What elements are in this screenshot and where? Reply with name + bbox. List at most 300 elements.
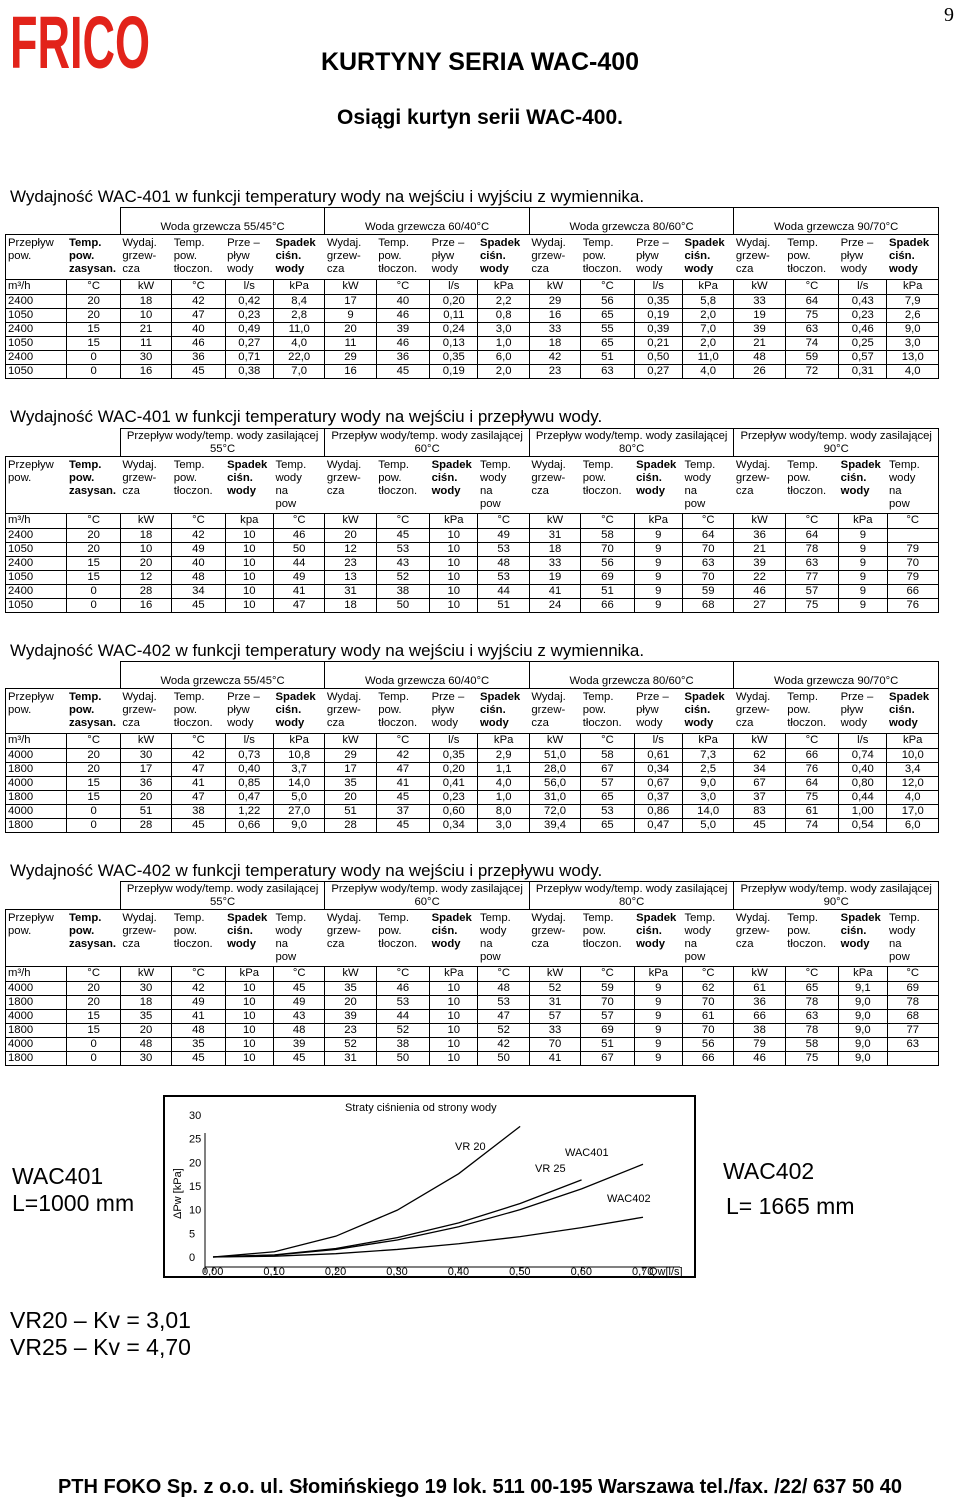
header-text: ciśn. <box>636 472 662 484</box>
table-cell: 30 <box>120 749 171 763</box>
group-header: Przepływ wody/temp. wody zasilającej 55°C <box>120 882 325 910</box>
header-cell <box>430 910 478 967</box>
table-cell: 45 <box>172 365 225 379</box>
unit-cell: l/s <box>225 280 273 295</box>
table-cell: 42 <box>478 1038 529 1052</box>
table-cell: 78 <box>785 996 838 1010</box>
header-cell <box>682 235 733 280</box>
header-cell <box>734 457 785 514</box>
table-cell: 20 <box>67 982 120 996</box>
table-row <box>6 309 939 323</box>
table-cell: 38 <box>172 805 225 819</box>
header-text: wody <box>840 485 870 497</box>
table-cell: 52 <box>529 982 580 996</box>
unit-cell: °C <box>67 734 120 749</box>
table-cell: 75 <box>785 1052 838 1066</box>
header-text: zasysan. <box>68 263 117 275</box>
header-text: ciśn. <box>684 704 711 716</box>
header-text: Wydaj. <box>735 912 771 924</box>
header-text: pow <box>889 498 910 510</box>
table-cell: 45 <box>376 819 429 833</box>
table-cell: 2400 <box>6 557 67 571</box>
header-cell <box>273 910 324 967</box>
header-text: Wydaj. <box>735 237 771 249</box>
table-cell: 38 <box>376 585 429 599</box>
table-cell: 13,0 <box>887 351 939 365</box>
header-text: Wydaj. <box>531 459 566 471</box>
header-cell <box>478 910 529 967</box>
table-cell: 77 <box>887 1024 938 1038</box>
table-cell: 72,0 <box>529 805 580 819</box>
table-cell: 58 <box>785 1038 838 1052</box>
unit-cell: kpa <box>225 514 273 529</box>
header-text: pow <box>889 951 910 963</box>
table-cell: 56 <box>581 295 634 309</box>
header-text: grzew- <box>735 704 770 716</box>
table-cell: 5,0 <box>682 819 733 833</box>
header-cell <box>634 457 682 514</box>
table-cell: 29 <box>325 749 376 763</box>
table-cell: 70 <box>581 996 634 1010</box>
table-cell: 9 <box>839 599 887 613</box>
header-cell <box>376 457 429 514</box>
header-text: ciśn. <box>275 250 302 262</box>
table-cell: 66 <box>785 749 838 763</box>
table-cell: 21 <box>120 323 171 337</box>
unit-cell: kPa <box>634 967 682 982</box>
unit-cell: kPa <box>478 734 529 749</box>
header-text: Spadek <box>431 912 472 924</box>
group-header: Woda grzewcza 60/40°C <box>325 662 530 689</box>
table-cell: 20 <box>67 996 120 1010</box>
header-cell <box>120 910 171 967</box>
table-cell: 51 <box>581 1038 634 1052</box>
table-cell: 1050 <box>6 309 67 323</box>
group-blank <box>6 882 121 910</box>
table-row <box>6 365 939 379</box>
table-cell: 18 <box>529 543 580 557</box>
table-cell: 4000 <box>6 1010 67 1024</box>
table-cell: 0,47 <box>225 791 273 805</box>
table-cell: 17 <box>120 763 171 777</box>
unit-cell: m³/h <box>6 280 67 295</box>
table-cell: 0,49 <box>225 323 273 337</box>
table-cell: 42 <box>172 295 225 309</box>
unit-cell: kPa <box>682 280 733 295</box>
unit-cell: °C <box>172 280 225 295</box>
header-text: Temp. <box>68 237 102 249</box>
table-cell: 46 <box>376 337 429 351</box>
table-cell: 15 <box>67 1024 120 1038</box>
table-cell: 21 <box>734 543 785 557</box>
header-cell <box>430 235 478 280</box>
table-cell: 21 <box>734 337 785 351</box>
header-text: wody <box>479 472 507 484</box>
table-cell: 1800 <box>6 819 67 833</box>
header-text: wody <box>636 485 666 497</box>
table-cell: 16 <box>120 599 171 613</box>
table-cell: 40 <box>376 295 429 309</box>
header-text: pływ <box>227 704 250 716</box>
header-text: cza <box>122 263 140 275</box>
header-cell <box>529 910 580 967</box>
header-text: grzew- <box>326 250 361 262</box>
header-text: wody <box>275 925 302 937</box>
table-cell: 0,86 <box>634 805 682 819</box>
header-text: pływ <box>636 250 659 262</box>
table-row <box>6 819 939 833</box>
header-text: Temp. <box>787 237 818 249</box>
table-cell: 49 <box>172 543 225 557</box>
header-cell <box>273 457 324 514</box>
header-cell <box>634 689 682 734</box>
table-cell: 23 <box>325 1024 376 1038</box>
unit-cell: kW <box>529 967 580 982</box>
table-cell: 45 <box>273 1052 324 1066</box>
header-text: wody <box>888 263 918 275</box>
table-cell: 7,3 <box>682 749 733 763</box>
table-cell: 30 <box>120 1052 171 1066</box>
table-cell: 2,0 <box>682 337 733 351</box>
table-cell: 63 <box>683 557 734 571</box>
header-text: tłoczon. <box>582 717 622 729</box>
table-cell: 49 <box>273 996 324 1010</box>
header-text: pow <box>684 498 706 510</box>
table-cell: 20 <box>67 763 120 777</box>
table-cell: 4000 <box>6 777 67 791</box>
header-text: na <box>479 485 493 497</box>
table-cell: 15 <box>67 337 120 351</box>
table-cell: 5,0 <box>273 791 324 805</box>
header-cell <box>325 910 376 967</box>
table-cell: 41 <box>172 1010 225 1024</box>
table-cell: 1800 <box>6 1024 67 1038</box>
unit-cell: m³/h <box>6 967 67 982</box>
unit-cell: kPa <box>887 280 939 295</box>
table-cell: 6,0 <box>478 351 529 365</box>
header-text: ciśn. <box>227 472 253 484</box>
unit-cell: °C <box>273 514 324 529</box>
table-cell: 27 <box>734 599 785 613</box>
table-cell: 65 <box>581 791 634 805</box>
table-cell: 36 <box>376 351 429 365</box>
header-text: cza <box>531 485 549 497</box>
unit-cell: m³/h <box>6 514 67 529</box>
y-tick-label: 0 <box>189 1252 196 1264</box>
table-cell: 0,61 <box>634 749 682 763</box>
header-text: zasysan. <box>68 938 117 950</box>
header-flow <box>6 457 67 514</box>
table-cell: 9 <box>839 557 887 571</box>
header-text: wody <box>636 717 663 729</box>
table-cell: 46 <box>734 585 785 599</box>
unit-cell: kPa <box>682 734 733 749</box>
header-text: cza <box>735 485 754 497</box>
table-cell: 36 <box>172 351 225 365</box>
section-title-3: Wydajność WAC-402 w funkcji temperatury wody na wejściu i wyjściu z wymiennika. <box>10 641 645 660</box>
table-cell: 0,40 <box>839 763 887 777</box>
table-cell: 45 <box>734 819 785 833</box>
series-line-wac401 <box>213 1164 643 1257</box>
unit-cell: °C <box>887 967 938 982</box>
table-cell: 75 <box>785 599 838 613</box>
table-cell: 48 <box>172 1024 225 1038</box>
x-tick-label: 0,10 <box>263 1266 285 1278</box>
table-cell: 57 <box>581 1010 634 1024</box>
table-cell: 3,0 <box>887 337 939 351</box>
table-cell: 0,80 <box>839 777 887 791</box>
header-text: Spadek <box>227 912 268 924</box>
table-cell: 48 <box>734 351 785 365</box>
table-cell: 4,0 <box>887 791 939 805</box>
header-flow <box>6 910 67 967</box>
table-cell: 10 <box>225 571 273 585</box>
table-cell: 1,0 <box>478 337 529 351</box>
header-text: cza <box>122 717 140 729</box>
header-text: pow. <box>68 925 95 937</box>
header-text: Przepływ <box>8 691 54 703</box>
unit-cell: kW <box>120 967 171 982</box>
header-cell <box>734 235 785 280</box>
table-cell: 28,0 <box>529 763 580 777</box>
header-cell <box>325 457 376 514</box>
table-cell: 9 <box>325 309 376 323</box>
header-text: Spadek <box>888 691 930 703</box>
header-text: Spadek <box>684 691 725 703</box>
table-row <box>6 1052 939 1066</box>
table-cell: 48 <box>478 557 529 571</box>
header-text: cza <box>735 717 754 729</box>
table-cell: 15 <box>67 571 120 585</box>
table-row <box>6 599 939 613</box>
section-title-1: Wydajność WAC-401 w funkcji temperatury wody na wejściu i wyjściu z wymiennika. <box>10 187 645 206</box>
table-cell: 1800 <box>6 996 67 1010</box>
header-text: grzew- <box>531 925 566 937</box>
table-cell: 50 <box>376 1052 429 1066</box>
table-cell: 58 <box>581 749 634 763</box>
unit-cell: kW <box>734 280 785 295</box>
table-cell: 24 <box>529 599 580 613</box>
table-cell: 45 <box>172 1052 225 1066</box>
table-wac402-flow <box>5 881 939 1066</box>
table-cell: 79 <box>734 1038 785 1052</box>
header-text: tłoczon. <box>582 263 622 275</box>
table-cell <box>887 529 938 543</box>
header-cell <box>430 457 478 514</box>
header-text: pow. <box>787 704 811 716</box>
header-text: pow. <box>68 704 95 716</box>
group-header: Woda grzewcza 60/40°C <box>325 208 530 235</box>
unit-cell: kW <box>734 514 785 529</box>
table-cell: 19 <box>734 309 785 323</box>
table-cell: 15 <box>67 791 120 805</box>
table-cell: 10 <box>120 309 171 323</box>
header-text: pow. <box>378 925 402 937</box>
table-cell: 76 <box>785 763 838 777</box>
unit-cell: kPa <box>478 280 529 295</box>
unit-cell: kPa <box>839 967 887 982</box>
header-text: tłoczon. <box>173 938 213 950</box>
unit-cell: °C <box>785 734 838 749</box>
table-cell: 56 <box>581 557 634 571</box>
table-cell: 53 <box>581 805 634 819</box>
header-text: Wydaj. <box>326 459 362 471</box>
table-cell: 33 <box>734 295 785 309</box>
table-cell: 39 <box>734 557 785 571</box>
x-axis-label: Qw[l/s] <box>649 1266 683 1278</box>
header-text: ciśn. <box>275 704 302 716</box>
header-text: ciśn. <box>431 925 458 937</box>
table-cell: 2,0 <box>478 365 529 379</box>
unit-cell: kPa <box>430 967 478 982</box>
table-cell: 47 <box>478 1010 529 1024</box>
group-header: Przepływ wody/temp. wody zasilającej 55°C <box>120 429 325 457</box>
header-text: wody <box>431 717 458 729</box>
table-cell: 9 <box>634 557 682 571</box>
unit-cell: kPa <box>887 734 939 749</box>
table-cell: 69 <box>581 1024 634 1038</box>
wac402-length: L= 1665 mm <box>726 1193 855 1219</box>
header-text: wody <box>684 263 714 275</box>
table-cell: 66 <box>581 599 634 613</box>
table-cell: 0,13 <box>430 337 478 351</box>
table-cell: 63 <box>785 1010 838 1024</box>
x-tick-label: 0,70 <box>632 1266 654 1278</box>
table-cell: 43 <box>376 557 429 571</box>
header-text: pow <box>275 951 297 963</box>
table-cell: 5,8 <box>682 295 733 309</box>
header-text: ciśn. <box>479 250 506 262</box>
header-text: Wydaj. <box>326 912 362 924</box>
page-title: KURTYNY SERIA WAC-400 <box>320 48 640 76</box>
table-cell: 0,27 <box>225 337 273 351</box>
table-cell: 0,19 <box>634 309 682 323</box>
header-cell <box>376 689 429 734</box>
header-flow <box>6 689 67 734</box>
table-cell: 63 <box>887 1038 938 1052</box>
header-text: wody <box>275 717 305 729</box>
table-cell: 61 <box>785 805 838 819</box>
table-cell: 10 <box>430 982 478 996</box>
header-cell <box>887 689 939 734</box>
header-text: Temp. <box>173 237 205 249</box>
table-cell: 10 <box>430 1038 478 1052</box>
table-cell: 26 <box>734 365 785 379</box>
table-cell: 45 <box>172 819 225 833</box>
table-cell: 77 <box>785 571 838 585</box>
section-title-2: Wydajność WAC-401 w funkcji temperatury wody na wejściu i przepływu wody. <box>10 407 603 426</box>
table-cell: 78 <box>785 1024 838 1038</box>
header-cell <box>120 689 171 734</box>
table-cell: 9 <box>634 571 682 585</box>
header-text: Temp. <box>479 459 511 471</box>
header-text: Spadek <box>479 237 521 249</box>
header-text: ciśn. <box>888 250 915 262</box>
table-cell: 39 <box>273 1038 324 1052</box>
header-cell <box>172 457 225 514</box>
header-text: Temp. <box>68 691 102 703</box>
table-cell: 2400 <box>6 529 67 543</box>
table-cell: 10 <box>225 982 273 996</box>
series-label: VR 20 <box>455 1141 486 1153</box>
table-cell: 18 <box>120 996 171 1010</box>
header-cell <box>529 457 580 514</box>
table-cell: 4,0 <box>478 777 529 791</box>
table-cell: 12 <box>325 543 376 557</box>
header-text: Temp. <box>684 912 716 924</box>
table-cell: 51 <box>120 805 171 819</box>
unit-cell: °C <box>581 514 634 529</box>
unit-cell: °C <box>683 514 734 529</box>
unit-cell: °C <box>67 514 120 529</box>
header-text: Temp. <box>68 912 102 924</box>
header-cell <box>430 689 478 734</box>
table-cell: 45 <box>273 982 324 996</box>
table-cell: 63 <box>785 323 838 337</box>
table-cell: 70 <box>683 571 734 585</box>
header-cell <box>785 910 838 967</box>
table-cell: 12 <box>120 571 171 585</box>
header-cell <box>634 235 682 280</box>
table-row <box>6 351 939 365</box>
table-cell: 11,0 <box>682 351 733 365</box>
header-text: cza <box>326 717 345 729</box>
table-cell: 10 <box>225 599 273 613</box>
table-cell: 61 <box>734 982 785 996</box>
page-number: 9 <box>944 4 954 26</box>
table-cell: 10 <box>430 1052 478 1066</box>
unit-cell: kW <box>120 514 171 529</box>
table-cell: 2,5 <box>682 763 733 777</box>
table-cell: 37 <box>376 805 429 819</box>
table-cell: 39 <box>376 323 429 337</box>
table-cell: 2400 <box>6 585 67 599</box>
group-header: Przepływ wody/temp. wody zasilającej 80°C <box>529 882 734 910</box>
header-cell <box>887 235 939 280</box>
header-text: Wydaj. <box>122 237 157 249</box>
unit-cell: kPa <box>273 734 324 749</box>
header-text: cza <box>326 263 345 275</box>
header-text: cza <box>122 485 140 497</box>
table-cell: 63 <box>785 557 838 571</box>
table-cell: 2400 <box>6 323 67 337</box>
table-cell: 16 <box>529 309 580 323</box>
header-cell <box>172 910 225 967</box>
table-cell: 18 <box>325 599 376 613</box>
table-cell: 44 <box>376 1010 429 1024</box>
table-cell: 39,4 <box>529 819 580 833</box>
table-cell: 1800 <box>6 791 67 805</box>
table-cell: 1050 <box>6 543 67 557</box>
table-cell: 58 <box>581 529 634 543</box>
table-cell: 56,0 <box>529 777 580 791</box>
header-text: wody <box>479 717 509 729</box>
table-cell: 70 <box>581 543 634 557</box>
table-cell: 44 <box>478 585 529 599</box>
header-cell <box>581 235 634 280</box>
table-cell: 2,8 <box>273 309 324 323</box>
unit-cell: °C <box>376 514 429 529</box>
group-header: Przepływ wody/temp. wody zasilającej 90°C <box>734 882 939 910</box>
unit-cell: kW <box>529 734 580 749</box>
header-text: wody <box>684 717 714 729</box>
table-cell: 70 <box>683 996 734 1010</box>
header-text: Temp. <box>787 912 819 924</box>
table-cell: 48 <box>120 1038 171 1052</box>
table-cell: 2,0 <box>682 309 733 323</box>
table-cell: 0,23 <box>430 791 478 805</box>
header-text: wody <box>479 263 509 275</box>
